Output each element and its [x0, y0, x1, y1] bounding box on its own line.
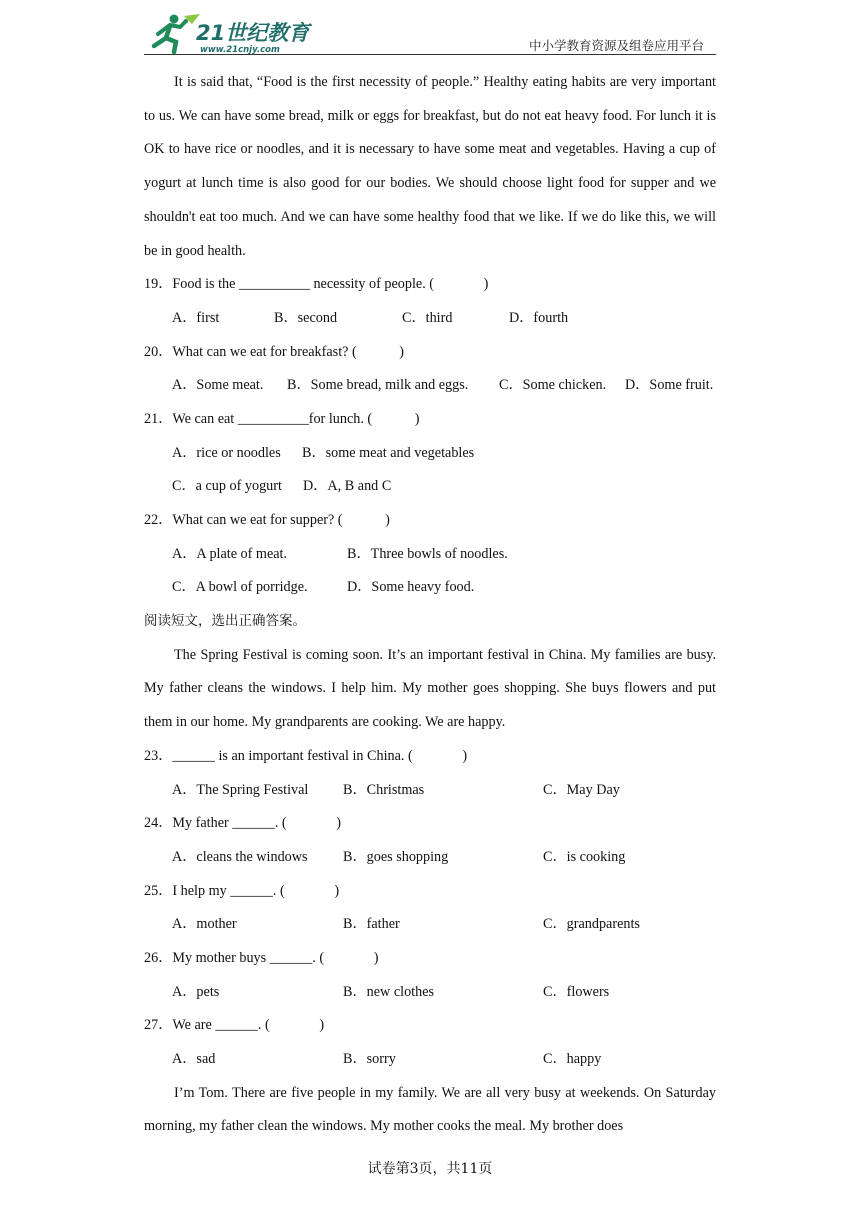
question-25: 25．I help my ______. ( ) [144, 882, 340, 899]
document-body [144, 66, 716, 1144]
option-b[interactable]: B．goes shopping [343, 848, 449, 865]
option-c[interactable]: C．happy [543, 1051, 602, 1068]
page-footer: 试卷第3页，共11页 [367, 1161, 493, 1177]
option-d[interactable]: D．A, B and C [303, 478, 392, 495]
question-21-options-ab [144, 437, 716, 471]
option-a[interactable]: A．first [172, 309, 220, 326]
question-20: 20．What can we eat for breakfast? ( ) [144, 343, 404, 360]
question-21-options-cd [144, 470, 716, 504]
passage-1: It is said that, “Food is the first necessity of people.” Healthy eating habits are very important to us. We can have some bread, milk or eggs for breakfast, but do not eat heavy food. For lunch it is OK to have rice or noodles, and it is necessary to have some meat and vegetables. Having a cup of yogurt at lunch time is also good for our bodies. We should choose light food for supper and we shouldn't eat too much. And we can have some healthy food that we like. If we do like this, we will be in good health. [144, 74, 716, 259]
option-c[interactable]: C．a cup of yogurt [172, 478, 282, 495]
question-20-options [144, 369, 716, 403]
question-23-options [144, 774, 716, 808]
option-c[interactable]: C．third [402, 309, 453, 326]
option-b[interactable]: B．Christmas [343, 781, 425, 798]
option-d[interactable]: D．Some heavy food. [347, 579, 475, 596]
header-divider [144, 54, 716, 55]
question-27-options [144, 1043, 716, 1077]
question-19: 19．Food is the __________ necessity of people. ( ) [144, 276, 489, 293]
question-26: 26．My mother buys ______. ( ) [144, 950, 379, 967]
option-c[interactable]: C．A bowl of porridge. [172, 579, 308, 596]
option-b[interactable]: B．some meat and vegetables [302, 444, 475, 461]
page-header [144, 12, 716, 56]
section-instruction: 阅读短文，选出正确答案。 [144, 613, 306, 630]
running-man-logo-icon [144, 12, 314, 56]
question-23: 23．______ is an important festival in China. ( ) [144, 747, 468, 764]
question-26-options [144, 976, 716, 1010]
option-b[interactable]: B．father [343, 916, 400, 933]
question-22-options-cd [144, 571, 716, 605]
option-a[interactable]: A．A plate of meat. [172, 545, 288, 562]
option-a[interactable]: A．rice or noodles [172, 444, 281, 461]
option-b[interactable]: B．Some bread, milk and eggs. [287, 377, 469, 394]
passage-2: The Spring Festival is coming soon. It’s an important festival in China. My families are busy. My father cleans the windows. I help him. My mother goes shopping. She buys flowers and put them in our home. My grandparents are cooking. We are happy. [144, 646, 716, 731]
platform-label: 中小学教育资源及组卷应用平台 [528, 38, 704, 53]
question-24: 24．My father ______. ( ) [144, 815, 342, 832]
option-b[interactable]: B．new clothes [343, 983, 435, 1000]
question-19-options [144, 302, 716, 336]
option-a[interactable]: A．cleans the windows [172, 848, 308, 865]
question-27: 27．We are ______. ( ) [144, 1017, 325, 1034]
option-c[interactable]: C．flowers [543, 983, 610, 1000]
option-c[interactable]: C．May Day [543, 781, 620, 798]
option-a[interactable]: A．pets [172, 983, 220, 1000]
passage-3: I’m Tom. There are five people in my family. We are all very busy at weekends. On Saturday morning, my father clean the windows. My mother cooks the meal. My brother does [144, 1084, 716, 1135]
option-c[interactable]: C．Some chicken. [499, 377, 607, 394]
question-22: 22．What can we eat for supper? ( ) [144, 512, 390, 529]
brand-logo [144, 12, 314, 56]
option-d[interactable]: D．fourth [509, 309, 569, 326]
option-b[interactable]: B．second [274, 309, 338, 326]
option-c[interactable]: C．grandparents [543, 916, 640, 933]
question-21: 21．We can eat __________for lunch. ( ) [144, 410, 420, 427]
option-a[interactable]: A．Some meat. [172, 377, 264, 394]
question-22-options-ab [144, 538, 716, 572]
option-c[interactable]: C．is cooking [543, 848, 626, 865]
option-a[interactable]: A．mother [172, 916, 237, 933]
svg-text:www.21cnjy.com: www.21cnjy.com [200, 45, 280, 55]
option-b[interactable]: B．Three bowls of noodles. [347, 545, 508, 562]
question-25-options [144, 908, 716, 942]
option-d[interactable]: D．Some fruit. [625, 377, 714, 394]
option-a[interactable]: A．The Spring Festival [172, 781, 309, 798]
option-b[interactable]: B．sorry [343, 1051, 396, 1068]
svg-text:21世纪教育: 21世纪教育 [196, 21, 310, 45]
question-24-options [144, 841, 716, 875]
option-a[interactable]: A．sad [172, 1051, 216, 1068]
